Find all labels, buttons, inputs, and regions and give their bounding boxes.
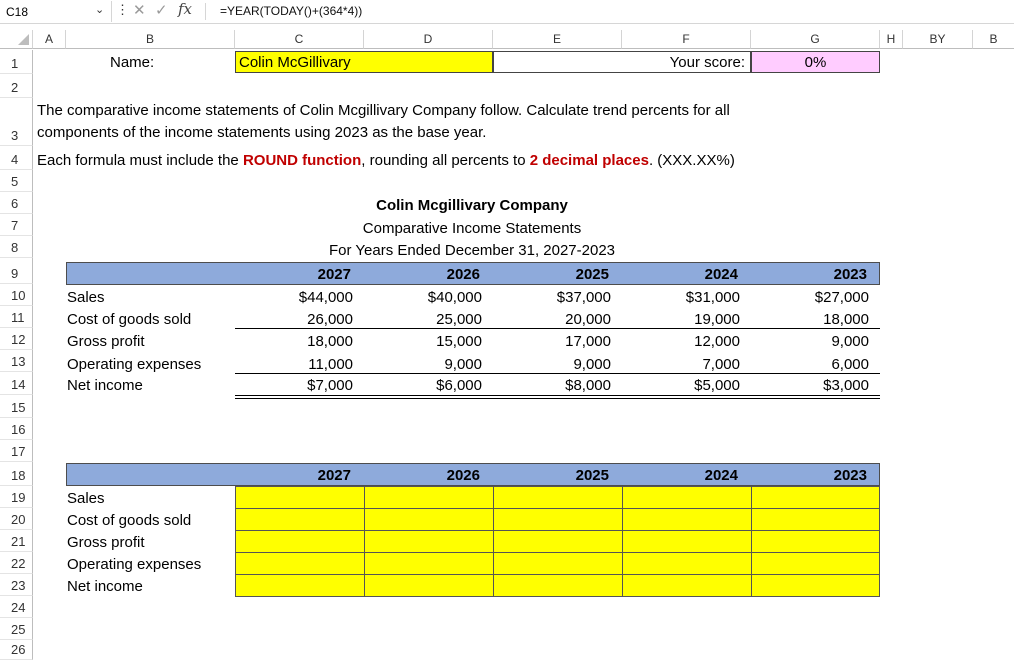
row-header-8[interactable]: 8 <box>0 236 33 258</box>
row-header-4[interactable]: 4 <box>0 146 33 170</box>
table-cell[interactable]: 18,000 <box>307 333 353 350</box>
trend-input-cell[interactable] <box>364 486 494 509</box>
table-cell[interactable]: 17,000 <box>565 333 611 350</box>
table-cell[interactable]: $37,000 <box>556 289 611 306</box>
year-header-2026: 2026 <box>446 266 480 283</box>
row-label-net-income: Net income <box>67 377 143 394</box>
row-header-24[interactable]: 24 <box>0 596 33 618</box>
row-header-2[interactable]: 2 <box>0 74 33 98</box>
formula-bar <box>0 0 1014 24</box>
trend-input-cell[interactable] <box>235 508 365 531</box>
statement-title: Comparative Income Statements <box>362 220 582 237</box>
table-cell[interactable]: 15,000 <box>436 333 482 350</box>
table-cell[interactable]: $8,000 <box>565 377 611 394</box>
row-label-gross-profit: Gross profit <box>67 333 145 350</box>
table-cell[interactable]: 25,000 <box>436 311 482 328</box>
trend-input-cell[interactable] <box>622 530 752 553</box>
name-input[interactable]: Colin McGillivary <box>235 51 493 73</box>
year-header-2025: 2025 <box>575 266 609 283</box>
cogs-underline <box>235 328 880 329</box>
column-header-g[interactable]: G <box>751 30 880 49</box>
row-header-19[interactable]: 19 <box>0 486 33 508</box>
row-header-20[interactable]: 20 <box>0 508 33 530</box>
formula-input[interactable]: =YEAR(TODAY()+(364*4)) <box>220 4 363 18</box>
row-header-16[interactable]: 16 <box>0 418 33 440</box>
column-header-h[interactable]: H <box>880 30 903 49</box>
instructions-line-2: components of the income statements using 2023 as the base year. <box>37 124 487 141</box>
column-header-bz[interactable]: B <box>973 30 1014 49</box>
select-all-icon <box>18 34 29 45</box>
company-name: Colin Mcgillivary Company <box>376 197 568 214</box>
table-cell[interactable]: 26,000 <box>307 311 353 328</box>
chevron-down-icon[interactable]: ⌄ <box>95 4 105 16</box>
trend-input-cell[interactable] <box>622 552 752 575</box>
cancel-icon[interactable]: ✕ <box>133 2 146 19</box>
year-header-2023: 2023 <box>833 266 867 283</box>
trend-year-2024: 2024 <box>704 467 738 484</box>
table-cell[interactable]: 9,000 <box>444 356 482 373</box>
net-income-double-underline <box>235 395 880 396</box>
row-label-sales: Sales <box>67 289 105 306</box>
row-header-13[interactable]: 13 <box>0 350 33 372</box>
trend-label-sales: Sales <box>67 490 105 507</box>
trend-input-cell[interactable] <box>622 508 752 531</box>
instructions-text: , rounding all percents to <box>361 152 530 169</box>
trend-label-net-income: Net income <box>67 578 143 595</box>
trend-year-2025: 2025 <box>575 467 609 484</box>
year-header-2027: 2027 <box>317 266 351 283</box>
trend-year-2023: 2023 <box>833 467 867 484</box>
trend-input-cell[interactable] <box>364 552 494 575</box>
table-cell[interactable]: $44,000 <box>298 289 353 306</box>
table-cell[interactable]: 9,000 <box>831 333 869 350</box>
trend-input-cell[interactable] <box>493 530 623 553</box>
table-cell[interactable]: $5,000 <box>694 377 740 394</box>
trend-label-opex: Operating expenses <box>67 556 202 573</box>
name-box[interactable]: C18 <box>0 1 112 22</box>
row-header-14[interactable]: 14 <box>0 372 33 395</box>
trend-input-cell[interactable] <box>751 574 880 597</box>
opex-underline <box>235 373 880 374</box>
table-cell[interactable]: $40,000 <box>427 289 482 306</box>
insert-function-icon[interactable]: fx <box>178 0 193 18</box>
trend-input-cell[interactable] <box>235 530 365 553</box>
trend-input-cell[interactable] <box>751 530 880 553</box>
row-header-21[interactable]: 21 <box>0 530 33 552</box>
row-header-26[interactable]: 26 <box>0 640 33 660</box>
column-header-c[interactable]: C <box>235 30 364 49</box>
trend-input-cell[interactable] <box>622 486 752 509</box>
row-header-18[interactable]: 18 <box>0 462 33 486</box>
column-header-e[interactable]: E <box>493 30 622 49</box>
trend-input-cell[interactable] <box>751 486 880 509</box>
row-header-11[interactable]: 11 <box>0 306 33 328</box>
row-header-3[interactable]: 3 <box>0 98 33 146</box>
score-label: Your score: <box>669 54 745 71</box>
instructions-text: Each formula must include the <box>37 152 243 169</box>
row-header-7[interactable]: 7 <box>0 214 33 236</box>
more-options-icon[interactable]: ⋮ <box>116 2 129 17</box>
row-header-12[interactable]: 12 <box>0 328 33 350</box>
row-header-17[interactable]: 17 <box>0 440 33 462</box>
column-header-a[interactable]: A <box>33 30 66 49</box>
trend-input-cell[interactable] <box>622 574 752 597</box>
net-income-double-underline <box>235 398 880 399</box>
row-header-15[interactable]: 15 <box>0 395 33 418</box>
trend-input-cell[interactable] <box>493 574 623 597</box>
row-header-1[interactable]: 1 <box>0 50 33 74</box>
row-header-6[interactable]: 6 <box>0 192 33 214</box>
trend-label-gross-profit: Gross profit <box>67 534 145 551</box>
instructions-line-1: The comparative income statements of Colin Mcgillivary Company follow. Calculate trend percents for all <box>37 102 730 119</box>
enter-check-icon[interactable]: ✓ <box>155 2 168 19</box>
trend-input-cell[interactable] <box>364 508 494 531</box>
trend-input-cell[interactable] <box>364 574 494 597</box>
table-cell[interactable]: $31,000 <box>685 289 740 306</box>
row-header-9[interactable]: 9 <box>0 258 33 284</box>
row-header-22[interactable]: 22 <box>0 552 33 574</box>
trend-input-cell[interactable] <box>493 508 623 531</box>
instructions-text: . (XXX.XX%) <box>648 152 735 169</box>
trend-input-cell[interactable] <box>751 552 880 575</box>
table-cell[interactable]: 20,000 <box>565 311 611 328</box>
column-header-b[interactable]: B <box>66 30 235 49</box>
formula-bar-divider <box>205 3 206 20</box>
row-header-23[interactable]: 23 <box>0 574 33 596</box>
row-header-25[interactable]: 25 <box>0 618 33 640</box>
trend-input-cell[interactable] <box>235 486 365 509</box>
trend-input-cell[interactable] <box>493 552 623 575</box>
table-cell[interactable]: 18,000 <box>823 311 869 328</box>
table-cell[interactable]: $3,000 <box>823 377 869 394</box>
table-cell[interactable]: 7,000 <box>702 356 740 373</box>
statement-period: For Years Ended December 31, 2027-2023 <box>328 242 616 259</box>
table-cell[interactable]: 9,000 <box>573 356 611 373</box>
table-cell[interactable]: 11,000 <box>308 356 353 373</box>
table-cell[interactable]: $27,000 <box>814 289 869 306</box>
trend-label-cogs: Cost of goods sold <box>67 512 192 529</box>
table-cell[interactable]: 12,000 <box>694 333 740 350</box>
row-header-5[interactable]: 5 <box>0 170 33 192</box>
year-header-2024: 2024 <box>704 266 738 283</box>
table-cell[interactable]: $6,000 <box>436 377 482 394</box>
trend-input-cell[interactable] <box>235 552 365 575</box>
column-header-d[interactable]: D <box>364 30 493 49</box>
round-function-emphasis: ROUND function <box>242 152 362 169</box>
table-cell[interactable]: 19,000 <box>694 311 740 328</box>
trend-input-cell[interactable] <box>751 508 880 531</box>
name-label: Name: <box>110 54 155 71</box>
column-header-by[interactable]: BY <box>903 30 973 49</box>
trend-year-2027: 2027 <box>317 467 351 484</box>
trend-input-cell[interactable] <box>493 486 623 509</box>
column-header-f[interactable]: F <box>622 30 751 49</box>
row-label-cogs: Cost of goods sold <box>67 311 192 328</box>
row-label-opex: Operating expenses <box>67 356 202 373</box>
row-header-10[interactable]: 10 <box>0 284 33 306</box>
instructions-line-3 <box>37 152 735 169</box>
trend-input-cell[interactable] <box>235 574 365 597</box>
table-cell[interactable]: $7,000 <box>307 377 353 394</box>
score-value: 0% <box>751 51 880 73</box>
decimal-places-emphasis: 2 decimal places <box>529 152 649 169</box>
trend-year-2026: 2026 <box>446 467 480 484</box>
table-cell[interactable]: 6,000 <box>831 356 869 373</box>
trend-input-cell[interactable] <box>364 530 494 553</box>
